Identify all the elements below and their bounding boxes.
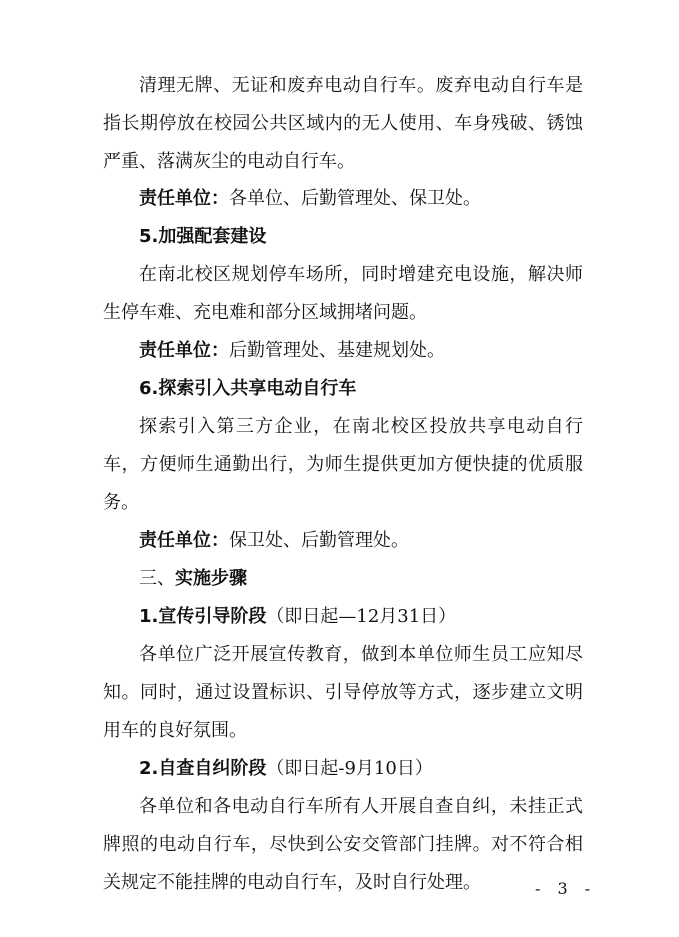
step-heading-period: （即日起—12月31日） [266, 606, 457, 627]
paragraph-line: 牌照的电动自行车，尽快到公安交管部门挂牌。对不符合相 [103, 834, 583, 855]
step-heading-title: 1.宣传引导阶段 [139, 606, 267, 627]
paragraph-line: 务。 [103, 492, 139, 513]
paragraph-line: 关规定不能挂牌的电动自行车，及时自行处理。 [103, 872, 481, 893]
paragraph-line: 在南北校区规划停车场所，同时增建充电设施，解决师 [139, 264, 583, 285]
paragraph-line: 车，方便师生通勤出行，为师生提供更加方便快捷的优质服 [103, 454, 583, 475]
responsibility-label: 责任单位： [139, 340, 229, 361]
paragraph-line: 知。同时，通过设置标识、引导停放等方式，逐步建立文明 [103, 682, 583, 703]
step-heading-title: 2.自查自纠阶段 [139, 758, 267, 779]
part-heading-title: 实施步骤 [175, 568, 247, 589]
part-heading-prefix: 三、 [139, 568, 175, 589]
section-heading: 6.探索引入共享电动自行车 [139, 378, 357, 399]
responsibility-line [139, 531, 583, 551]
paragraph-line: 探索引入第三方企业，在南北校区投放共享电动自行 [139, 416, 583, 437]
paragraph-line: 清理无牌、无证和废弃电动自行车。废弃电动自行车是 [139, 75, 583, 96]
responsibility-label: 责任单位： [139, 188, 229, 209]
paragraph-line: 严重、落满灰尘的电动自行车。 [103, 151, 355, 172]
part-heading [139, 569, 583, 589]
responsibility-value: 各单位、后勤管理处、保卫处。 [229, 188, 481, 209]
paragraph-line: 各单位广泛开展宣传教育，做到本单位师生员工应知尽 [139, 644, 583, 665]
step-heading-period: （即日起-9月10日） [266, 758, 433, 779]
responsibility-value: 后勤管理处、基建规划处。 [229, 340, 445, 361]
paragraph-line: 生停车难、充电难和部分区域拥堵问题。 [103, 302, 427, 323]
responsibility-value: 保卫处、后勤管理处。 [229, 530, 409, 551]
paragraph-line: 指长期停放在校园公共区域内的无人使用、车身残破、锈蚀 [103, 113, 583, 134]
paragraph-line: 用车的良好氛围。 [103, 720, 247, 741]
step-heading [139, 759, 583, 779]
step-heading [139, 607, 583, 627]
responsibility-label: 责任单位： [139, 530, 229, 551]
responsibility-line [139, 189, 583, 209]
responsibility-line [139, 341, 583, 361]
paragraph-line: 各单位和各电动自行车所有人开展自查自纠，未挂正式 [139, 796, 583, 817]
section-heading: 5.加强配套建设 [139, 226, 267, 247]
page-number: - 3 - [535, 879, 597, 898]
